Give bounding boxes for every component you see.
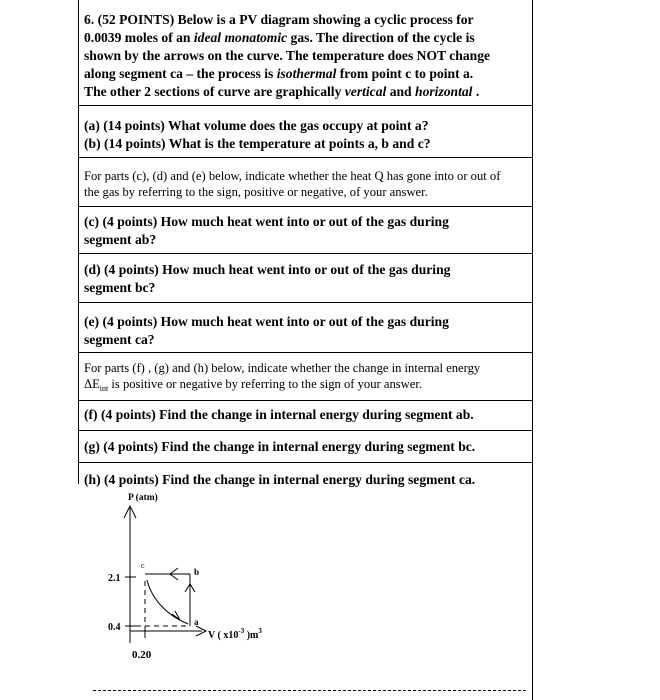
- problem-line-3: shown by the arrows on the curve. The temperature does NOT change: [84, 48, 491, 63]
- problem-statement: [84, 11, 529, 101]
- heat-note: For parts (c), (d) and (e) below, indicate whether the heat Q has gone into or out of the gas by referring to the sign, positive or negative, of your answer.: [84, 169, 501, 199]
- part-c: (c) (4 points) How much heat went into or out of the gas during segment ab?: [84, 214, 449, 247]
- part-f: (f) (4 points) Find the change in internal energy during segment ab.: [84, 407, 474, 422]
- divider: [78, 352, 533, 353]
- divider: [78, 253, 533, 254]
- problem-line-1: 6. (52 POINTS) Below is a PV diagram showing a cyclic process for: [84, 12, 474, 27]
- divider: [78, 206, 533, 207]
- point-a-label: a: [194, 617, 199, 627]
- divider: [78, 462, 533, 463]
- pv-diagram: [100, 488, 300, 668]
- parts-a-b: [84, 117, 529, 153]
- part-d: (d) (4 points) How much heat went into or out of the gas during segment bc?: [84, 262, 451, 295]
- problem-line-5: The other 2 sections of curve are graphically vertical and horizontal .: [84, 84, 480, 99]
- segment-ca: [147, 580, 188, 624]
- divider: [78, 157, 533, 158]
- left-border: [78, 0, 79, 484]
- v-low-label: 0.20: [132, 649, 152, 661]
- part-e: (e) (4 points) How much heat went into or out of the gas during segment ca?: [84, 314, 449, 347]
- divider: [78, 302, 533, 303]
- part-g: (g) (4 points) Find the change in internal energy during segment bc.: [84, 439, 476, 454]
- y-axis-label: P (atm): [128, 493, 158, 503]
- divider: [78, 430, 533, 431]
- part-b: (b) (14 points) What is the temperature at points a, b and c?: [84, 136, 431, 151]
- p-high-label: 2.1: [108, 573, 121, 584]
- p-low-label: 0.4: [108, 622, 121, 633]
- point-b-label: b: [194, 567, 200, 577]
- part-a: (a) (14 points) What volume does the gas occupy at point a?: [84, 118, 429, 133]
- energy-note: For parts (f) , (g) and (h) below, indicate whether the change in internal energy $\Delta E_{int}$ is positive or negative by referring to the sign of your answer.: [84, 361, 481, 393]
- bottom-dashed-line: [93, 690, 526, 691]
- part-h: (h) (4 points) Find the change in internal energy during segment ca.: [84, 472, 476, 487]
- problem-line-2: 0.0039 moles of an ideal monatomic gas. The direction of the cycle is: [84, 30, 475, 45]
- divider: [78, 400, 533, 401]
- x-axis-label: V ( $x10^{-3}$ )$m^3$: [208, 627, 262, 641]
- divider: [78, 105, 533, 106]
- segment-ca-arrow: [172, 611, 180, 620]
- point-c-label: c: [141, 561, 145, 570]
- problem-line-4: along segment ca – the process is isothermal from point c to point a.: [84, 66, 474, 81]
